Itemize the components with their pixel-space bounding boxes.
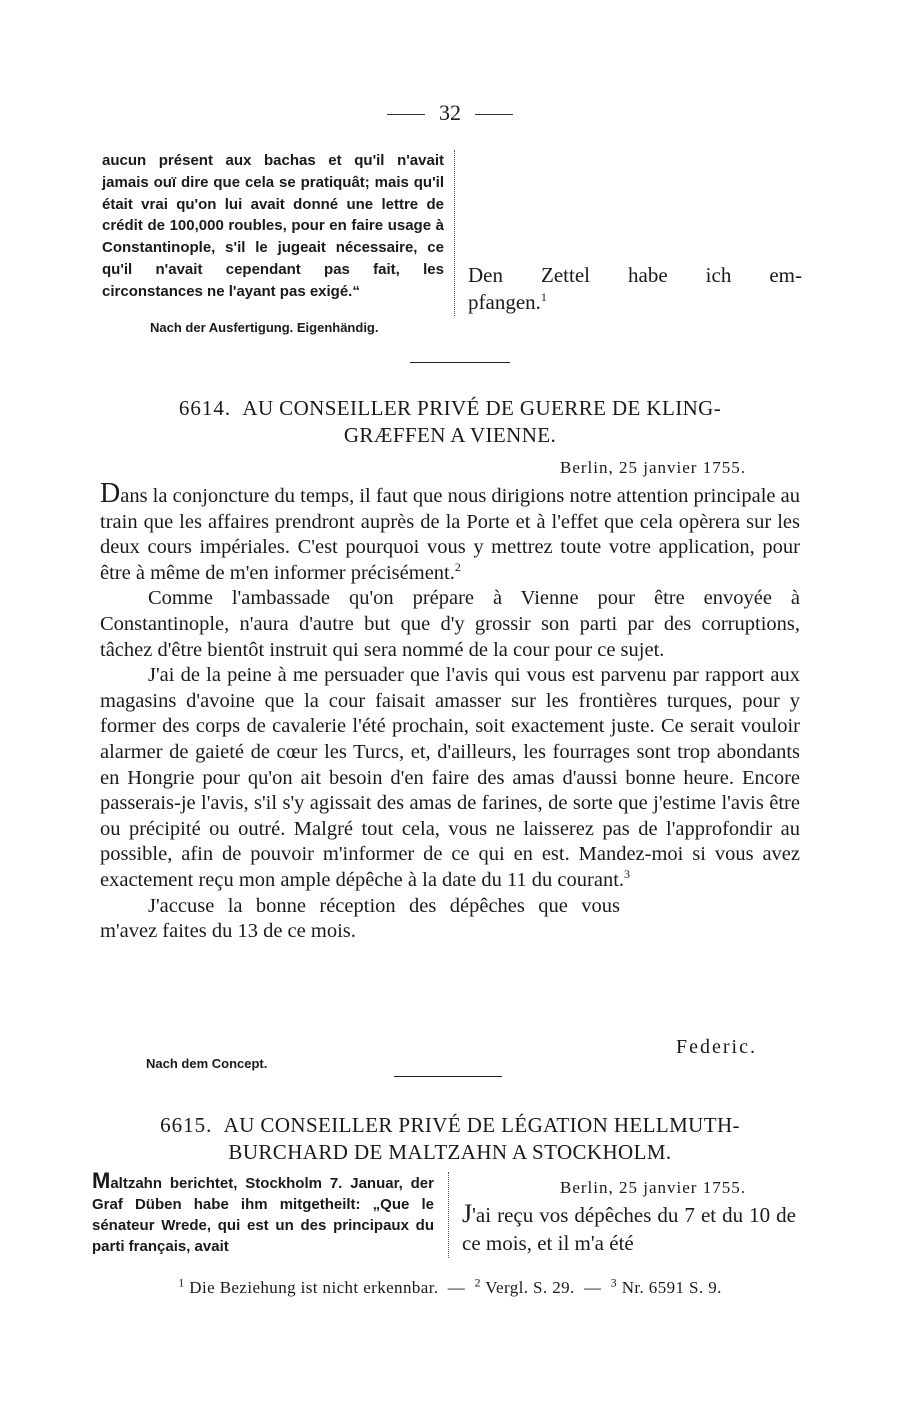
top-right-line-2 xyxy=(468,289,802,316)
footnotes: $^1$ Die Beziehung ist nicht erkennbar. — $^2$ Vergl. S. 29. — $^3$ Nr. 6591 S. 9. xyxy=(178,1275,722,1297)
source-note-1: Nach der Ausfertigung. Eigenhändig. xyxy=(150,320,379,335)
letter-6615-dropcap: J xyxy=(462,1199,473,1228)
letter-6614-p1-text: ans la conjoncture du temps, il faut que nous dirigions notre attention principale au train que les affaires prendront auprès de la Porte et à l'effet que cela opèrera sur les deux cours impériales. C'est pourquoi vous y mettrez toute votre application, pour être à même de m'en informer précisément. xyxy=(100,485,800,584)
letter-6615-number: 6615. xyxy=(160,1113,213,1137)
footnote-ref-3: 3 xyxy=(624,867,631,882)
letter-6615-body-text: 'ai reçu vos dépêches du 7 et du 10 de ce mois, et il m'a été xyxy=(462,1203,796,1255)
letter-6614-dropcap: D xyxy=(100,478,121,509)
top-right-text xyxy=(468,262,802,316)
letter-6615-heading-text1: AU CONSEILLER PRIVÉ DE LÉGATION HELLMUTH- xyxy=(223,1113,740,1137)
footnote-2-number: 2 xyxy=(474,1275,481,1290)
letter-6614-p3-text: J'ai de la peine à me persuader que l'avis qui vous est parvenu par rapport aux magasins d'avoine que la cour faisait amasser sur les frontières turques, pour y former des corps de cavalerie l'été prochain, soit exactement juste. Ce serait vouloir alarmer de gaieté de cœur les Turcs, et, d'ailleurs, les fourrages sont trop abondants en Hongrie pour qu'on ait besoin d'en faire des amas d'aussi bonne heure. Encore passerais-je l'avis, s'il s'y agissait des amas de farines, de sorte que j'estime l'avis être ou précipité ou outré. Malgré tout cela, vous ne laisserez pas de l'approfondir au possible, afin de pouvoir m'informer de ce qui en est. Mandez-moi si vous avez exactement reçu mon ample dépêche à la date du 11 du courant. xyxy=(100,664,800,891)
top-right-line-2-text: pfangen. xyxy=(468,290,541,314)
top-right-line-1: Den Zettel habe ich em- xyxy=(468,263,802,287)
letter-6614-number: 6614. xyxy=(178,396,232,420)
letter-6614-paragraph-2: Comme l'ambassade qu'on prépare à Vienne pour être envoyée à Constantinople, n'aura d'autre but que d'y grossir son parti par des corruptions, tâchez d'être bientôt instruit qui sera nommé de la cour pour ce sujet. xyxy=(100,587,800,661)
letter-6615-heading-line1 xyxy=(100,1112,800,1139)
letter-6615-heading xyxy=(100,1112,800,1166)
column-divider-2 xyxy=(448,1172,449,1258)
letter-6615-summary-dropcap: M xyxy=(92,1168,111,1193)
column-divider xyxy=(454,150,455,316)
letter-6614-source-note: Nach dem Concept. xyxy=(146,1056,268,1071)
section-rule-1 xyxy=(410,362,510,363)
letter-6615-summary xyxy=(92,1170,434,1257)
page-number-dash-right xyxy=(475,114,513,115)
footnote-ref-2: 2 xyxy=(454,559,461,574)
footnote-ref-1: 1 xyxy=(540,290,547,304)
letter-6614-paragraph-4: J'accuse la bonne réception des dépêches que vous m'avez faites du 13 de ce mois. xyxy=(100,894,620,943)
letter-6614-heading-line2: GRÆFFEN A VIENNE. xyxy=(343,423,557,447)
footnote-1-number: 1 xyxy=(178,1275,185,1290)
letter-6614-paragraph-1 xyxy=(100,478,800,586)
page-number xyxy=(0,100,900,126)
letter-6614-paragraph-3 xyxy=(100,663,800,893)
letter-6614-heading-text1: AU CONSEILLER PRIVÉ DE GUERRE DE KLING- xyxy=(242,396,722,420)
footnote-3-number: 3 xyxy=(610,1275,618,1290)
section-rule-2 xyxy=(394,1076,502,1077)
letter-6614-body xyxy=(100,478,800,945)
letter-6615-body xyxy=(462,1200,796,1257)
letter-6614-heading xyxy=(100,395,800,449)
top-left-quote: aucun présent aux bachas et qu'il n'avait jamais ouï dire que cela se pratiquât; mais qu'il était vrai qu'on lui avait donné une lettre de crédit de 100,000 roubles, pour en faire usage à Constantinople, s'il le jugeait nécessaire, ce qu'il n'avait cependant pas fait, les circonstances ne l'ayant pas exigé.“ xyxy=(102,152,444,300)
letter-6614-heading-line1 xyxy=(100,395,800,422)
page-number-dash-left xyxy=(387,114,425,115)
footnote-3-text: Nr. 6591 S. 9. xyxy=(621,1278,722,1297)
letter-6615-heading-line2: BURCHARD DE MALTZAHN A STOCKHOLM. xyxy=(228,1140,672,1164)
letter-6615-dateline: Berlin, 25 janvier 1755. xyxy=(560,1178,746,1197)
letter-6614-dateline: Berlin, 25 janvier 1755. xyxy=(560,458,746,477)
page-number-text: 32 xyxy=(439,100,461,125)
letter-6615-summary-text: altzahn berichtet, Stockholm 7. Januar, der Graf Düben habe ihm mitgetheilt: „Que le sénateur Wrede, qui est un des principaux du parti français, avait xyxy=(92,1175,434,1255)
letter-6614-signature: Federic. xyxy=(676,1036,757,1058)
footnote-1-text: Die Beziehung ist nicht erkennbar. xyxy=(189,1278,439,1297)
footnote-2-text: Vergl. S. 29. xyxy=(485,1278,575,1297)
